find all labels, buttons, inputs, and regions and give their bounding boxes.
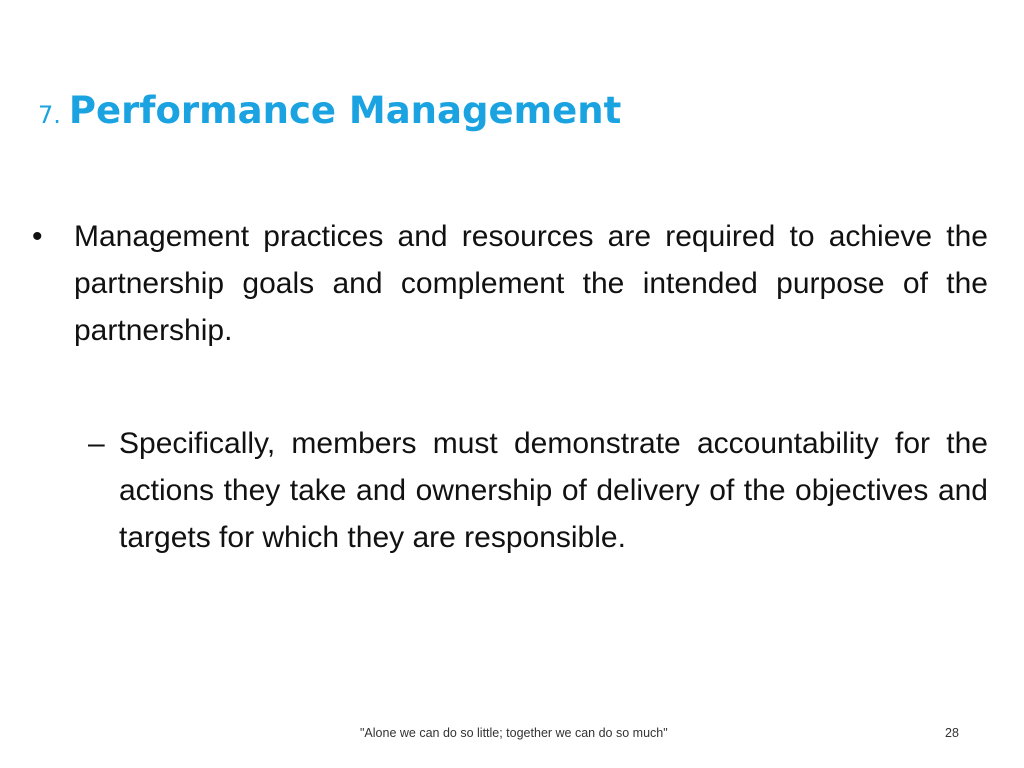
title-number: 7.: [38, 101, 61, 129]
footer-quote: "Alone we can do so little; together we can do so much": [360, 726, 668, 740]
sub-bullet-item: [88, 420, 988, 561]
page-number: 28: [945, 726, 959, 740]
bullet-item: [32, 213, 988, 354]
sub-bullet-marker: –: [88, 427, 105, 460]
slide-title: [38, 89, 622, 132]
title-text: Performance Management: [68, 89, 622, 132]
bullet-text: Management practices and resources are required to achieve the partnership goals and complement the intended purpose of the partnership.: [74, 220, 988, 347]
sub-bullet-text: Specifically, members must demonstrate accountability for the actions they take and ownership of delivery of the objectives and targets for which they are responsible.: [119, 427, 988, 554]
bullet-marker: •: [32, 220, 43, 253]
